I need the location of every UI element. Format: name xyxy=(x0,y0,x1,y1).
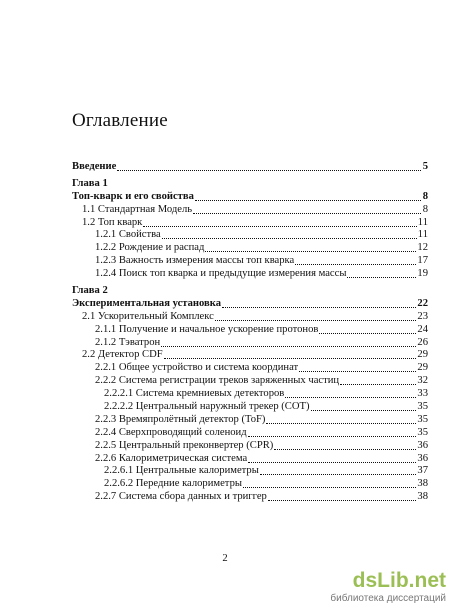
toc-entry-label: 2.1.1 Получение и начальное ускорение протонов xyxy=(95,323,319,335)
toc-entry[interactable] xyxy=(72,427,428,440)
toc-chapter-heading xyxy=(72,285,428,298)
toc-entry-label: 1.2.4 Поиск топ кварка и предыдущие измерения массы xyxy=(95,268,347,280)
toc-dot-leader xyxy=(266,414,416,424)
toc-entry-label: 2.2.6.2 Передние калориметры xyxy=(104,478,242,490)
toc-entry[interactable] xyxy=(72,414,428,427)
toc-entry-label: 1.2.1 Свойства xyxy=(95,229,161,241)
toc-entry-label: 2.2.6.1 Центральные калориметры xyxy=(104,465,259,477)
toc-dot-leader xyxy=(222,298,416,308)
toc-entry-page: 36 xyxy=(417,452,428,464)
toc-entry-page: 37 xyxy=(417,465,428,477)
toc-dot-leader xyxy=(109,285,421,294)
toc-entry-page: 5 xyxy=(422,161,428,172)
toc-entry[interactable] xyxy=(72,349,428,362)
toc-entry-page: 36 xyxy=(417,439,428,451)
toc-dot-leader xyxy=(311,401,417,411)
toc-entry-label: Экспериментальная установка xyxy=(72,297,222,309)
toc-entry[interactable] xyxy=(72,478,428,491)
toc-entry-page: 32 xyxy=(417,375,428,387)
toc-dot-leader xyxy=(193,204,421,214)
page-number: 2 xyxy=(222,553,228,564)
toc-entry[interactable] xyxy=(72,465,428,478)
toc-entry[interactable] xyxy=(72,255,428,268)
toc-entry[interactable] xyxy=(72,375,428,388)
toc-entry[interactable] xyxy=(72,229,428,242)
toc-entry-page: 11 xyxy=(417,216,428,228)
toc-dot-leader xyxy=(299,362,416,372)
toc-entry[interactable] xyxy=(72,388,428,401)
toc-entry-page: 23 xyxy=(417,310,428,322)
toc-entry-page: 12 xyxy=(417,242,428,254)
toc-dot-leader xyxy=(162,229,417,239)
toc-dot-leader xyxy=(340,375,416,385)
watermark-logo-text: dsLib.net xyxy=(352,569,446,592)
toc-entry-label: 1.2.3 Важность измерения массы топ кварка xyxy=(95,255,295,267)
toc-entry-label: 2.2.2.2 Центральный наружный трекер (COT) xyxy=(104,401,310,413)
toc-entry-page: 29 xyxy=(417,362,428,374)
toc-dot-leader xyxy=(319,324,416,334)
toc-entry[interactable] xyxy=(72,311,428,324)
toc-entry-label: 2.2.2.1 Система кремниевых детекторов xyxy=(104,388,285,400)
toc-entry-label: 2.2.3 Времяпролётный детектор (ToF) xyxy=(95,413,266,425)
toc-entry-label: 1.1 Стандартная Модель xyxy=(82,203,193,215)
toc-entry-label: 2.2 Детектор CDF xyxy=(82,349,163,361)
toc-entry-page: 26 xyxy=(417,336,428,348)
toc-entry-label: Глава 2 xyxy=(72,285,108,297)
toc-dot-leader xyxy=(274,440,416,450)
toc-dot-leader xyxy=(295,255,416,265)
toc-dot-leader xyxy=(109,178,421,187)
toc-entry[interactable] xyxy=(72,362,428,375)
toc-entry[interactable] xyxy=(72,191,428,204)
toc-entry[interactable] xyxy=(72,298,428,311)
toc-entry-page: 29 xyxy=(417,349,428,361)
toc-entry-label: 1.2.2 Рождение и распад xyxy=(95,242,205,254)
toc-title: Оглавление xyxy=(72,110,168,131)
toc-entry-label: Введение xyxy=(72,161,117,172)
toc-entry-page: 35 xyxy=(417,413,428,425)
toc-dot-leader xyxy=(347,268,416,278)
toc-entry-label: 1.2 Топ кварк xyxy=(82,216,143,228)
toc-dot-leader xyxy=(143,217,416,227)
toc-entry-page: 11 xyxy=(417,229,428,241)
toc-entry[interactable] xyxy=(72,268,428,281)
toc-entry-label: Глава 1 xyxy=(72,177,108,189)
toc-dot-leader xyxy=(161,337,416,347)
toc-dot-leader xyxy=(215,311,417,321)
toc-entry-label: 2.2.2 Система регистрации треков заряженных частиц xyxy=(95,375,340,387)
toc-dot-leader xyxy=(285,388,416,398)
toc-entry-label: 2.1 Ускорительный Комплекс xyxy=(82,310,214,322)
toc-dot-leader xyxy=(117,161,421,171)
toc-entry-page: 38 xyxy=(417,478,428,490)
toc-entry[interactable] xyxy=(72,401,428,414)
toc-entry-label: 2.2.5 Центральный преконвертер (CPR) xyxy=(95,439,274,451)
watermark-subtitle: библиотека диссертаций xyxy=(330,593,446,604)
toc-entry-page: 35 xyxy=(417,426,428,438)
toc-dot-leader xyxy=(248,453,416,463)
toc-dot-leader xyxy=(164,349,417,359)
toc-entry[interactable] xyxy=(72,242,428,255)
toc-entry[interactable] xyxy=(72,440,428,453)
toc-entry[interactable] xyxy=(72,491,428,504)
watermark-logo xyxy=(300,570,446,604)
toc-entry-page: 8 xyxy=(422,203,428,215)
toc-entry-page: 22 xyxy=(417,297,428,309)
toc-dot-leader xyxy=(243,478,416,488)
toc-entry-label: Топ-кварк и его свойства xyxy=(72,190,194,202)
toc-entry-label: 2.2.4 Сверхпроводящий соленоид xyxy=(95,426,247,438)
toc-entry-page: 8 xyxy=(422,190,428,202)
toc-dot-leader xyxy=(205,242,416,252)
toc-chapter-heading xyxy=(72,178,428,191)
toc-entry[interactable] xyxy=(72,337,428,350)
toc-entry-page: 19 xyxy=(417,268,428,280)
toc-dot-leader xyxy=(248,427,417,437)
toc-entry-label: 2.2.6 Калориметрическая система xyxy=(95,452,248,464)
table-of-contents xyxy=(72,161,428,504)
toc-entry[interactable] xyxy=(72,217,428,230)
toc-entry-label: 2.2.1 Общее устройство и система координат xyxy=(95,362,299,374)
toc-dot-leader xyxy=(260,465,417,475)
toc-entry-label: 2.2.7 Система сбора данных и триггер xyxy=(95,491,267,503)
toc-entry[interactable] xyxy=(72,161,428,174)
toc-entry[interactable] xyxy=(72,453,428,466)
toc-entry-page: 24 xyxy=(417,323,428,335)
toc-entry[interactable] xyxy=(72,324,428,337)
toc-entry-page: 33 xyxy=(417,388,428,400)
toc-dot-leader xyxy=(268,491,417,501)
toc-entry[interactable] xyxy=(72,204,428,217)
toc-entry-page: 17 xyxy=(417,255,428,267)
toc-dot-leader xyxy=(195,191,421,201)
toc-entry-label: 2.1.2 Тэватрон xyxy=(95,336,161,348)
toc-entry-page: 35 xyxy=(417,401,428,413)
toc-entry-page: 38 xyxy=(417,491,428,503)
